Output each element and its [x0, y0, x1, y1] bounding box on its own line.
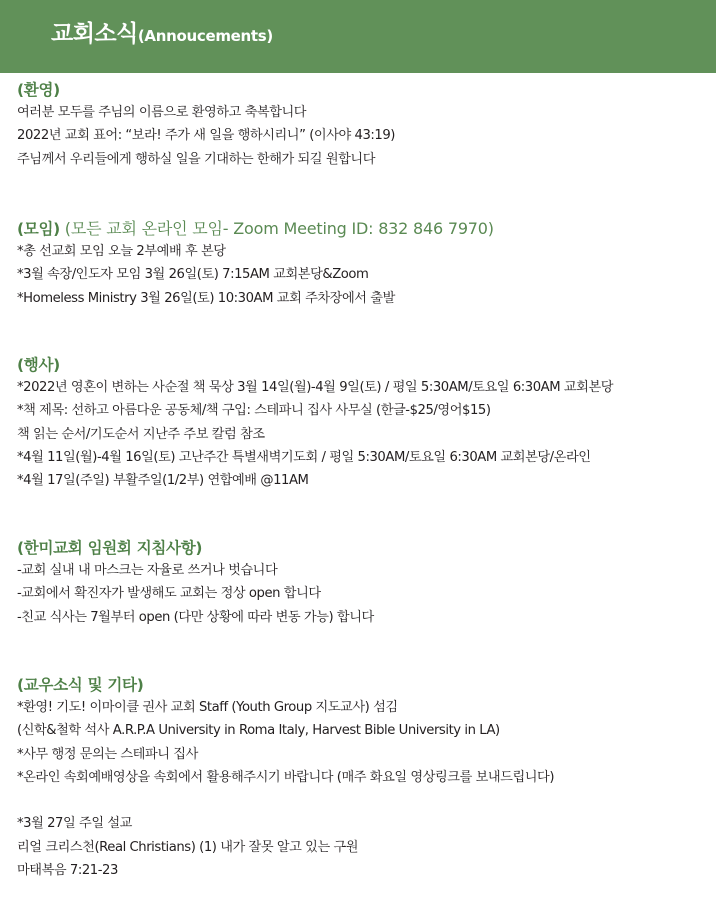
event-item: *4월 17일(주일) 부활주일(1/2부) 연합예배 @11AM: [17, 473, 309, 489]
event-item: *4월 11일(월)-4월 16일(토) 고난주간 특별새벽기도회 / 평일 5:30AM/토요일 6:30AM 교회본당/온라인: [17, 449, 591, 465]
meeting-item: *Homeless Ministry 3월 26일(토) 10:30AM 교회 주차장에서 출발: [17, 290, 395, 306]
events-heading: (행사): [17, 356, 60, 374]
event-item: 책 읽는 순서/기도순서 지난주 주보 칼럼 참조: [17, 426, 265, 442]
meeting-item: *총 선교회 모임 오늘 2부예배 후 본당: [17, 244, 226, 259]
council-heading: (한미교회 임원회 지침사항): [17, 539, 203, 557]
welcome-line: 여러분 모두를 주님의 이름으로 환영하고 축복합니다: [17, 105, 307, 120]
welcome-line: 주님께서 우리들에게 행하실 일을 기대하는 한해가 되길 원합니다: [17, 151, 375, 167]
guideline-item: -교회 실내 내 마스크는 자율로 쓰거나 벗습니다: [17, 563, 278, 578]
meetings-heading: [17, 218, 712, 240]
guideline-item: -친교 식사는 7월부터 open (다만 상황에 따라 변동 가능) 합니다: [17, 609, 374, 625]
council-section: [17, 537, 712, 629]
news-item: (신학&철학 석사 A.R.P.A University in Roma Italy, Harvest Bible University in LA): [17, 723, 500, 739]
announcements-header: [0, 0, 716, 73]
sermon-date: *3월 27일 주일 설교: [17, 816, 132, 832]
sermon-title: 리얼 크리스천(Real Christians) (1) 내가 잘못 알고 있는 구원: [17, 839, 359, 855]
spacer: [17, 789, 712, 812]
sermon-scripture: 마태복음 7:21-23: [17, 863, 118, 879]
meeting-item: *3월 속장/인도자 모임 3월 26일(토) 7:15AM 교회본당&Zoom: [17, 267, 369, 283]
meetings-section: [17, 218, 712, 310]
member-news-heading: (교우소식 및 기타): [17, 676, 144, 694]
page-title-english: (Annoucements): [137, 27, 273, 45]
event-item: *2022년 영혼이 변하는 사순절 책 묵상 3월 14일(월)-4월 9일(토) / 평일 5:30AM/토요일 6:30AM 교회본당: [17, 380, 614, 395]
meetings-heading-label: (모임): [17, 220, 60, 238]
news-item: *환영! 기도! 이마이클 권사 교회 Staff (Youth Group 지도교사) 섬김: [17, 700, 398, 715]
motto-line: 2022년 교회 표어: “보라! 주가 새 일을 행하시리니” (이사야 43:19): [17, 128, 395, 144]
member-news-section: [17, 674, 712, 882]
news-item: *사무 행정 문의는 스테파니 집사: [17, 746, 198, 762]
guideline-item: -교회에서 확진자가 발생해도 교회는 정상 open 합니다: [17, 586, 321, 602]
welcome-heading: (환영): [17, 81, 60, 99]
event-item: *책 제목: 선하고 아름다운 공동체/책 구입: 스테파니 집사 사무실 (한글-$25/영어$15): [17, 403, 491, 419]
news-item: *온라인 속회예배영상을 속회에서 활용해주시기 바랍니다 (매주 화요일 영상링크를 보내드립니다): [17, 769, 555, 785]
page-title-korean: 교회소식: [51, 21, 138, 47]
page-title: [51, 23, 273, 46]
zoom-meeting-note: (모든 교회 온라인 모임- Zoom Meeting ID: 832 846 7970): [59, 219, 494, 238]
welcome-section: [17, 79, 712, 171]
events-section: [17, 354, 712, 492]
